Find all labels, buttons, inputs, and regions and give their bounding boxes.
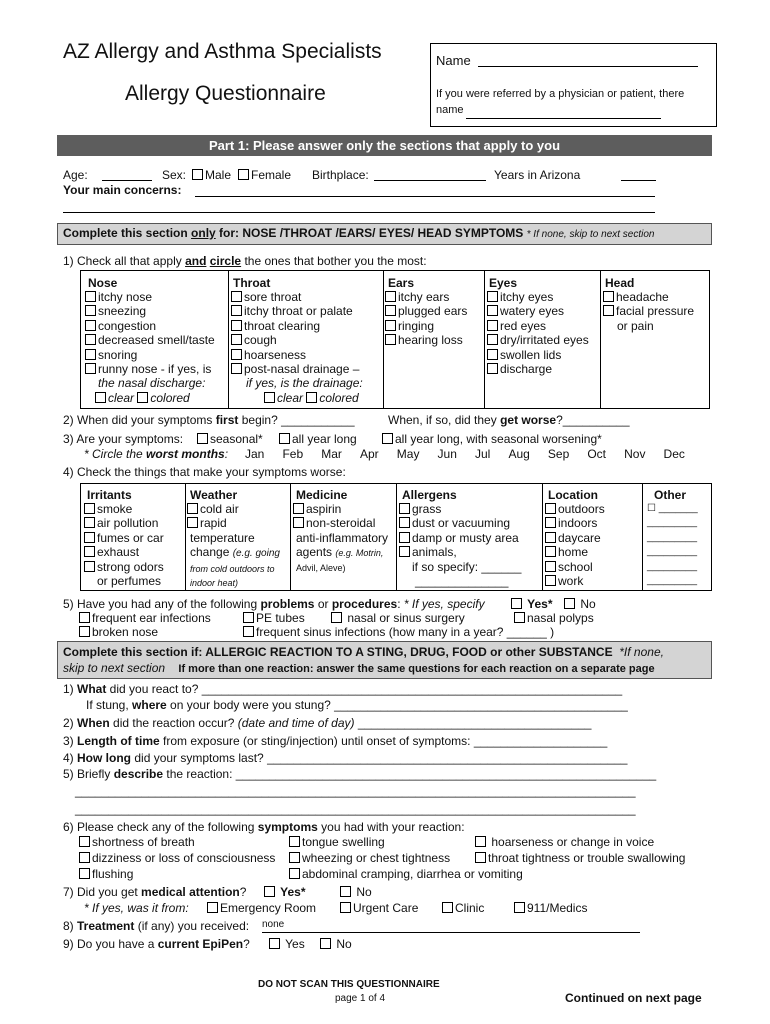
grid-divider: [484, 270, 485, 408]
location-item[interactable]: outdoors: [545, 502, 605, 516]
irritant-item-cont: or perfumes: [97, 574, 162, 589]
referral-name-input[interactable]: [466, 118, 661, 119]
nose-list: [85, 290, 215, 405]
weather-cont: from cold outdoors to: [190, 563, 275, 574]
eyes-item[interactable]: dry/irritated eyes: [487, 333, 589, 347]
nose-q4: 4) Check the things that make your symptoms worse:: [63, 465, 346, 479]
female-label: Female: [251, 168, 292, 182]
months-row: [245, 447, 685, 461]
reaction-q1: 1) What did you react to? _______________________________________________________________: [63, 682, 623, 696]
allergen-specify-line[interactable]: ______________: [415, 574, 509, 589]
birthplace-input[interactable]: [374, 180, 486, 181]
reaction-q1-sting: If stung, where on your body were you stung? ____________________________________________: [86, 698, 628, 712]
q7-option[interactable]: Urgent Care: [340, 901, 418, 915]
throat-item[interactable]: sore throat: [231, 290, 363, 304]
reaction-q5: 5) Briefly describe the reaction: _______________________________________________________________: [63, 767, 657, 781]
grid-divider: [290, 483, 291, 590]
other-line[interactable]: _________: [647, 531, 698, 543]
eyes-list: [487, 290, 589, 376]
treatment-input[interactable]: [262, 932, 640, 933]
q7-option[interactable]: Clinic: [442, 901, 484, 915]
location-list: [545, 502, 605, 588]
weather-item[interactable]: rapid: [187, 516, 280, 530]
other-line[interactable]: _________: [647, 560, 698, 572]
allergen-specify[interactable]: if so specify: ______: [412, 559, 522, 574]
medicine-list: [293, 502, 388, 575]
grid-divider: [600, 270, 601, 408]
do-not-scan: DO NOT SCAN THIS QUESTIONNAIRE: [258, 979, 440, 990]
drainage-label: if yes, is the drainage:: [246, 376, 363, 391]
allergen-item[interactable]: grass: [399, 502, 521, 516]
nose-q3: 3) Are your symptoms:: [63, 432, 184, 446]
grid-divider: [228, 270, 229, 408]
allergen-item[interactable]: damp or musty area: [399, 531, 521, 545]
q7-yes[interactable]: Yes*: [264, 885, 305, 899]
medicine-item[interactable]: aspirin: [293, 502, 388, 516]
throat-item[interactable]: post-nasal drainage –: [231, 362, 363, 376]
continued-next-page: Continued on next page: [565, 991, 702, 1005]
location-item[interactable]: indoors: [545, 516, 605, 530]
medicine-title: Medicine: [296, 488, 348, 502]
location-item[interactable]: home: [545, 545, 605, 559]
concerns-input-2[interactable]: [63, 212, 655, 213]
ears-item[interactable]: ringing: [385, 319, 467, 333]
sex-female-option[interactable]: [238, 168, 291, 182]
q7-no[interactable]: No: [340, 885, 372, 899]
grid-divider: [185, 483, 186, 590]
ears-item[interactable]: itchy ears: [385, 290, 467, 304]
irritant-item[interactable]: exhaust: [84, 545, 164, 559]
irritants-list: [84, 502, 164, 588]
head-item[interactable]: facial pressure: [603, 304, 694, 318]
symptom-item[interactable]: dizziness or loss of consciousness: [79, 851, 275, 865]
allergen-item[interactable]: animals,: [399, 545, 521, 559]
reaction-q3: 3) Length of time from exposure (or sting/injection) until onset of symptoms: ____________________: [63, 734, 608, 748]
head-item-cont: or pain: [617, 318, 654, 333]
name-box: [430, 43, 717, 127]
weather-cont: change (e.g. going: [190, 545, 280, 560]
years-az-label: Years in Arizona: [494, 168, 581, 182]
weather-cont: indoor heat): [190, 578, 239, 589]
eyes-item[interactable]: watery eyes: [487, 304, 589, 318]
weather-list: [187, 502, 280, 590]
symptom-item[interactable]: flushing: [79, 867, 133, 881]
ears-item[interactable]: plugged ears: [385, 304, 467, 318]
referral-name-label: name: [436, 104, 464, 116]
month[interactable]: Apr: [360, 447, 379, 461]
month[interactable]: Jan: [245, 447, 265, 461]
head-item[interactable]: headache: [603, 290, 694, 304]
symptom-item[interactable]: wheezing or chest tightness: [289, 851, 450, 865]
grid-divider: [542, 483, 543, 590]
col-throat-title: Throat: [233, 276, 271, 290]
page-number: page 1 of 4: [335, 993, 386, 1004]
head-list: [603, 290, 694, 333]
irritant-item[interactable]: air pollution: [84, 516, 164, 530]
q7-from-label: * If yes, was it from:: [84, 901, 189, 915]
q5-yes[interactable]: Yes*: [511, 597, 552, 611]
q5-no[interactable]: No: [564, 597, 596, 611]
reaction-q9: 9) Do you have a current EpiPen?: [63, 937, 250, 951]
month[interactable]: May: [396, 447, 420, 461]
allergens-list: [399, 502, 521, 588]
irritant-item[interactable]: smoke: [84, 502, 164, 516]
nasal-discharge-options[interactable]: clear colored: [85, 391, 215, 405]
irritant-item[interactable]: strong odors: [84, 560, 164, 574]
weather-item[interactable]: cold air: [187, 502, 280, 516]
describe-line[interactable]: ____________________________________________________________________________________: [75, 802, 636, 816]
other-line[interactable]: ☐ _______: [647, 503, 698, 514]
allergens-title: Allergens: [402, 488, 457, 502]
medicine-item[interactable]: non-steroidal: [293, 516, 388, 530]
ears-item[interactable]: hearing loss: [385, 333, 467, 347]
grid-divider: [383, 270, 384, 408]
practice-name: AZ Allergy and Asthma Specialists: [63, 40, 382, 63]
allyear-seasonal-option[interactable]: all year long, with seasonal worsening*: [382, 432, 602, 446]
q5-item[interactable]: nasal or sinus surgery: [331, 611, 465, 625]
throat-list: [231, 290, 363, 405]
nose-item[interactable]: runny nose - if yes, is: [85, 362, 215, 376]
other-list: [647, 502, 698, 588]
symptom-item[interactable]: throat tightness or trouble swallowing: [475, 851, 685, 865]
reaction-section-title: Complete this section if: ALLERGIC REACTION TO A STING, DRUG, FOOD or other SUBSTANCE *If none,: [63, 645, 664, 659]
nose-q2: 2) When did your symptoms first begin? ___________: [63, 413, 355, 427]
col-nose-title: Nose: [88, 276, 118, 290]
location-item[interactable]: daycare: [545, 531, 605, 545]
month[interactable]: Oct: [587, 447, 607, 461]
month[interactable]: Mar: [321, 447, 342, 461]
reaction-q4: 4) How long did your symptoms last? ______________________________________________________: [63, 751, 628, 765]
q9-no[interactable]: No: [320, 937, 352, 951]
nose-q2-worse: When, if so, did they get worse?__________: [388, 413, 630, 427]
circle-worst-months: * Circle the worst months:: [84, 447, 229, 461]
referral-text: If you were referred by a physician or patient, there: [436, 88, 685, 100]
eyes-item[interactable]: discharge: [487, 362, 589, 376]
part1-banner: Part 1: Please answer only the sections that apply to you: [57, 135, 712, 156]
q5-item[interactable]: broken nose: [79, 625, 158, 639]
month[interactable]: Jul: [475, 447, 491, 461]
irritant-item[interactable]: fumes or car: [84, 531, 164, 545]
other-line[interactable]: _________: [647, 575, 698, 587]
eyes-item[interactable]: red eyes: [487, 319, 589, 333]
month[interactable]: Jun: [437, 447, 457, 461]
weather-cont: temperature: [190, 530, 255, 545]
reaction-q6: 6) Please check any of the following symptoms you had with your reaction:: [63, 820, 465, 834]
eyes-item[interactable]: itchy eyes: [487, 290, 589, 304]
nose-item[interactable]: congestion: [85, 319, 215, 333]
eyes-item[interactable]: swollen lids: [487, 348, 589, 362]
allergen-item[interactable]: dust or vacuuming: [399, 516, 521, 530]
nose-item[interactable]: snoring: [85, 348, 215, 362]
ears-list: [385, 290, 467, 348]
concerns-input[interactable]: [195, 196, 655, 197]
month[interactable]: Sep: [547, 447, 570, 461]
seasonal-option[interactable]: seasonal*: [197, 432, 263, 446]
reaction-section-note: skip to next section If more than one reaction: answer the same questions for each reaction on a separate page: [63, 661, 655, 675]
nose-item[interactable]: sneezing: [85, 304, 215, 318]
birthplace-label: Birthplace:: [312, 168, 369, 182]
month[interactable]: Feb: [282, 447, 304, 461]
years-az-input[interactable]: [621, 180, 656, 181]
col-ears-title: Ears: [388, 276, 415, 290]
throat-item[interactable]: hoarseness: [231, 348, 363, 362]
sex-male-option[interactable]: [192, 168, 231, 182]
q5-item[interactable]: nasal polyps: [514, 611, 594, 625]
q9-yes[interactable]: Yes: [269, 937, 305, 951]
form-title: Allergy Questionnaire: [125, 82, 326, 105]
col-eyes-title: Eyes: [489, 276, 518, 290]
reaction-q2: 2) When did the reaction occur? (date and time of day) ___________________________________: [63, 716, 592, 730]
location-item[interactable]: school: [545, 560, 605, 574]
location-title: Location: [548, 488, 598, 502]
medicine-cont: Advil, Aleve): [296, 562, 346, 573]
sex-label: Sex:: [162, 168, 187, 182]
symptom-item[interactable]: tongue swelling: [289, 835, 385, 849]
reaction-q8: 8) Treatment (if any) you received:: [63, 919, 250, 933]
drainage-options[interactable]: clear colored: [231, 391, 363, 405]
nose-section-title: Complete this section only for: NOSE /THROAT /EARS/ EYES/ HEAD SYMPTOMS * If none, skip to next section: [63, 226, 655, 240]
nose-q1: 1) Check all that apply and circle the ones that bother you the most:: [63, 254, 427, 268]
symptom-item[interactable]: abdominal cramping, diarrhea or vomiting: [289, 867, 523, 881]
nose-q5: 5) Have you had any of the following problems or procedures: * If yes, specify: [63, 597, 485, 611]
month[interactable]: Nov: [624, 447, 646, 461]
symptom-item[interactable]: shortness of breath: [79, 835, 195, 849]
symptom-item[interactable]: hoarseness or change in voice: [475, 835, 654, 849]
name-label: Name: [436, 53, 471, 68]
month[interactable]: Aug: [508, 447, 530, 461]
medicine-cont: agents (e.g. Motrin,: [296, 545, 384, 560]
throat-item[interactable]: throat clearing: [231, 319, 363, 333]
age-input[interactable]: [102, 180, 152, 181]
throat-item[interactable]: itchy throat or palate: [231, 304, 363, 318]
q5-item[interactable]: PE tubes: [243, 611, 305, 625]
age-label: Age:: [63, 168, 88, 182]
nasal-discharge-label: the nasal discharge:: [98, 376, 206, 391]
reaction-q7: 7) Did you get medical attention?: [63, 885, 247, 899]
describe-line[interactable]: ____________________________________________________________________________________: [75, 784, 636, 798]
q7-option[interactable]: Emergency Room: [207, 901, 316, 915]
grid-divider: [396, 483, 397, 590]
other-title: Other: [654, 488, 687, 502]
grid-divider: [642, 483, 643, 590]
col-head-title: Head: [605, 276, 635, 290]
allyear-option[interactable]: all year long: [279, 432, 357, 446]
medicine-cont: anti-inflammatory: [296, 530, 389, 545]
female-checkbox[interactable]: [238, 169, 249, 180]
nose-item[interactable]: itchy nose: [85, 290, 215, 304]
male-label: Male: [205, 168, 232, 182]
concerns-label: Your main concerns:: [63, 183, 182, 197]
other-line[interactable]: _________: [647, 517, 698, 529]
q7-option[interactable]: 911/Medics: [514, 901, 587, 915]
q5-item[interactable]: frequent sinus infections (how many in a year? ______ ): [243, 625, 554, 639]
throat-item[interactable]: cough: [231, 333, 363, 347]
irritants-title: Irritants: [87, 488, 132, 502]
month[interactable]: Dec: [663, 447, 685, 461]
weather-title: Weather: [190, 488, 238, 502]
other-line[interactable]: _________: [647, 546, 698, 558]
male-checkbox[interactable]: [192, 169, 203, 180]
q5-item[interactable]: frequent ear infections: [79, 611, 211, 625]
nose-item[interactable]: decreased smell/taste: [85, 333, 215, 347]
treatment-value[interactable]: none: [262, 919, 285, 930]
location-item[interactable]: work: [545, 574, 605, 588]
name-input[interactable]: [478, 66, 698, 67]
